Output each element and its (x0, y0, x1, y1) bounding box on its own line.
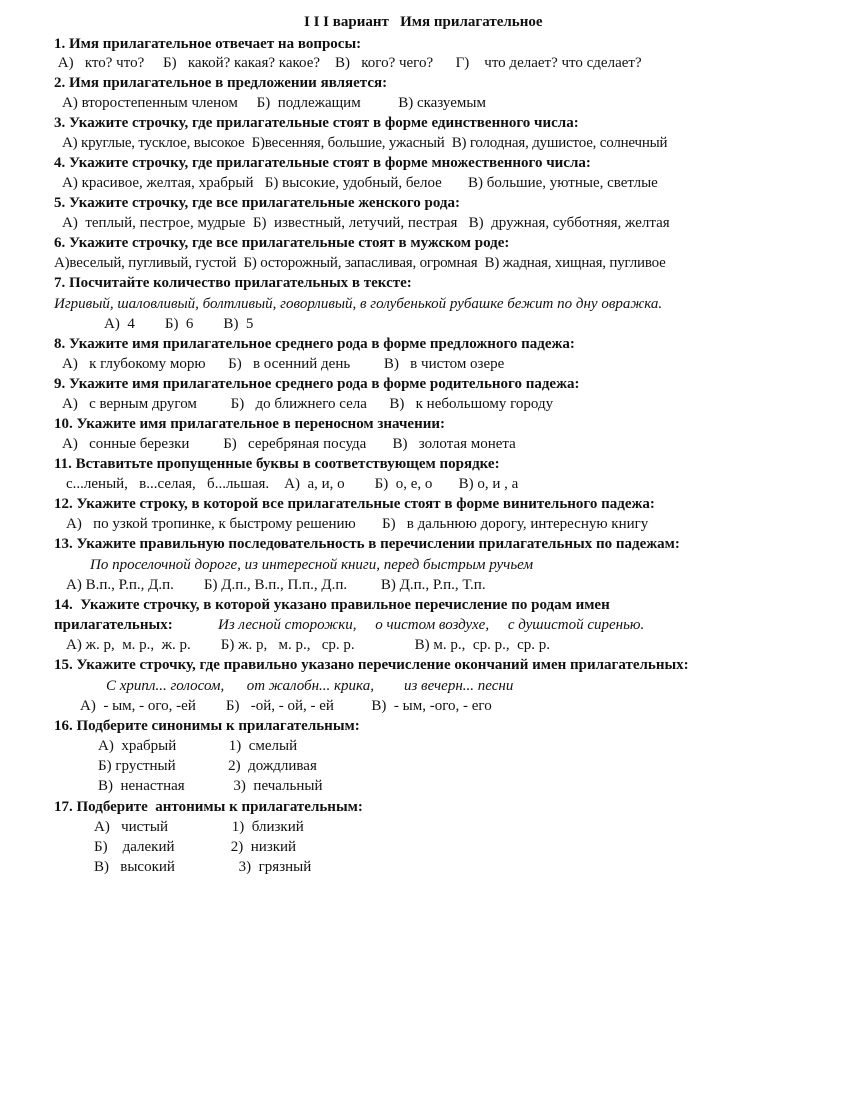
question-11-options: с...леный, в...селая, б...льшая. А) а, и, о Б) о, е, о В) о, и , а (66, 476, 519, 492)
question-4: 4. Укажите строчку, где прилагательные стоят в форме множественного числа: (54, 155, 591, 171)
question-14-line-2: прилагательных: (54, 617, 173, 633)
question-16: 16. Подберите синонимы к прилагательным: (54, 718, 360, 734)
question-17: 17. Подберите антонимы к прилагательным: (54, 799, 363, 815)
question-16-row: Б) грустный 2) дождливая (98, 758, 317, 774)
question-10-options: А) сонные березки Б) серебряная посуда В) золотая монета (62, 436, 516, 452)
question-15-options: А) - ым, - ого, -ей Б) -ой, - ой, - ей В) - ым, -ого, - его (80, 698, 492, 714)
question-12-options: А) по узкой тропинке, к быстрому решению Б) в дальнюю дорогу, интересную книгу (66, 516, 649, 532)
question-11: 11. Вставитьте пропущенные буквы в соответствующем порядке: (54, 456, 500, 472)
question-5-options: А) теплый, пестрое, мудрые Б) известный, летучий, пестрая В) дружная, субботняя, желтая (62, 215, 670, 231)
question-16-row: А) храбрый 1) смелый (98, 738, 298, 754)
question-3-options: А) круглые, тусклое, высокое Б)весенняя, большие, ужасный В) голодная, душистое, солнечный (62, 135, 668, 151)
question-17-row: В) высокий 3) грязный (94, 859, 312, 875)
question-8: 8. Укажите имя прилагательное среднего рода в форме предложного падежа: (54, 336, 575, 352)
question-6: 6. Укажите строчку, где все прилагательные стоят в мужском роде: (54, 235, 510, 251)
question-7-options: А) 4 Б) 6 В) 5 (104, 316, 254, 332)
question-2: 2. Имя прилагательное в предложении является: (54, 75, 388, 91)
question-17-row: А) чистый 1) близкий (94, 819, 304, 835)
question-9: 9. Укажите имя прилагательное среднего рода в форме родительного падежа: (54, 376, 580, 392)
question-13: 13. Укажите правильную последовательность в перечислении прилагательных по падежам: (54, 536, 680, 552)
question-16-row: В) ненастная 3) печальный (98, 778, 323, 794)
question-3: 3. Укажите строчку, где прилагательные стоят в форме единственного числа: (54, 115, 579, 131)
question-12: 12. Укажите строку, в которой все прилагательные стоят в форме винительного падежа: (54, 496, 655, 512)
question-14-text: Из лесной сторожки, о чистом воздухе, с душистой сиренью. (218, 617, 645, 633)
question-7-text: Игривый, шаловливый, болтливый, говорливый, в голубенькой рубашке бежит по дну овражка. (54, 296, 663, 312)
question-1: 1. Имя прилагательное отвечает на вопросы: (54, 36, 362, 52)
question-4-options: А) красивое, желтая, храбрый Б) высокие, удобный, белое В) большие, уютные, светлые (62, 175, 658, 191)
question-14-line-1: 14. Укажите строчку, в которой указано правильное перечисление по родам имен (54, 597, 610, 613)
question-1-options: А) кто? что? Б) какой? какая? какое? В) кого? чего? Г) что делает? что сделает? (54, 55, 642, 71)
question-13-text: По проселочной дороге, из интересной книги, перед быстрым ручьем (90, 557, 534, 573)
question-15-text: С хрипл... голосом, от жалобн... крика, из вечерн... песни (106, 678, 514, 694)
question-14-options: А) ж. р, м. р., ж. р. Б) ж. р, м. р., ср. р. В) м. р., ср. р., ср. р. (66, 637, 550, 653)
question-8-options: А) к глубокому морю Б) в осенний день В) в чистом озере (62, 356, 505, 372)
question-10: 10. Укажите имя прилагательное в переносном значении: (54, 416, 445, 432)
question-15: 15. Укажите строчку, где правильно указано перечисление окончаний имен прилагательных: (54, 657, 689, 673)
question-13-options: А) В.п., Р.п., Д.п. Б) Д.п., В.п., П.п., Д.п. В) Д.п., Р.п., Т.п. (66, 577, 486, 593)
question-2-options: А) второстепенным членом Б) подлежащим В) сказуемым (62, 95, 486, 111)
worksheet-title: I I I вариант Имя прилагательное (304, 14, 543, 30)
question-6-options: А)веселый, пугливый, густой Б) осторожный, запасливая, огромная В) жадная, хищная, пугливое (54, 255, 666, 271)
question-5: 5. Укажите строчку, где все прилагательные женского рода: (54, 195, 460, 211)
question-9-options: А) с верным другом Б) до ближнего села В) к небольшому городу (62, 396, 554, 412)
question-17-row: Б) далекий 2) низкий (94, 839, 297, 855)
question-7: 7. Посчитайте количество прилагательных в тексте: (54, 275, 412, 291)
